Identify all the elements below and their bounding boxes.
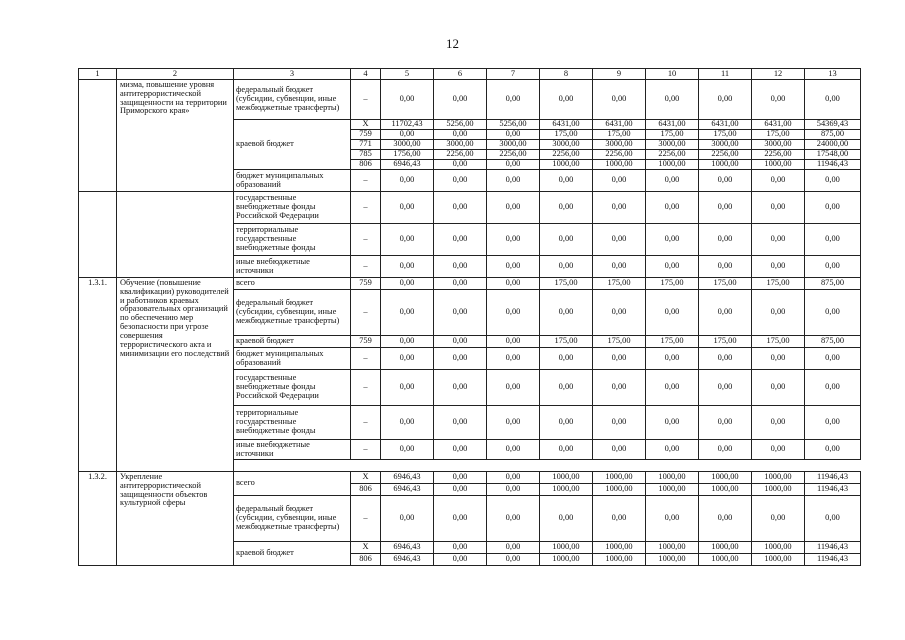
amount-cell: 0,00 <box>805 256 861 278</box>
amount-cell: 2256,00 <box>646 150 699 160</box>
amount-cell: 0,00 <box>805 170 861 192</box>
amount-cell: 1000,00 <box>699 554 752 566</box>
amount-cell: 0,00 <box>381 440 434 460</box>
amount-cell: 0,00 <box>540 192 593 224</box>
amount-cell: 0,00 <box>434 496 487 542</box>
amount-cell: 0,00 <box>487 370 540 406</box>
budget-code: 806 <box>351 160 381 170</box>
table-row <box>79 192 861 224</box>
amount-cell: 2256,00 <box>699 150 752 160</box>
amount-cell: 6946,43 <box>381 542 434 554</box>
budget-code: 771 <box>351 140 381 150</box>
amount-cell: 0,00 <box>434 406 487 440</box>
amount-cell: 0,00 <box>540 256 593 278</box>
amount-cell: 0,00 <box>752 370 805 406</box>
amount-cell: 0,00 <box>805 496 861 542</box>
amount-cell: 0,00 <box>434 278 487 290</box>
amount-cell: 1000,00 <box>699 160 752 170</box>
budget-code: – <box>351 170 381 192</box>
amount-cell: 0,00 <box>699 224 752 256</box>
amount-cell: 2256,00 <box>593 150 646 160</box>
amount-cell: 0,00 <box>699 290 752 336</box>
amount-cell: 1000,00 <box>646 542 699 554</box>
amount-cell: 0,00 <box>540 224 593 256</box>
amount-cell: 0,00 <box>805 290 861 336</box>
amount-cell: 0,00 <box>752 256 805 278</box>
column-number-header: 5 <box>381 69 434 80</box>
amount-cell: 0,00 <box>646 290 699 336</box>
amount-cell: 1000,00 <box>752 554 805 566</box>
amount-cell: 175,00 <box>593 130 646 140</box>
amount-cell: 0,00 <box>434 256 487 278</box>
amount-cell: 11946,43 <box>805 484 861 496</box>
amount-cell: 0,00 <box>699 192 752 224</box>
item-name: мизма, повышение уровня антитеррористической защищенности на территории Приморского края» <box>117 80 234 192</box>
amount-cell: 0,00 <box>487 170 540 192</box>
amount-cell: 0,00 <box>487 192 540 224</box>
amount-cell: 0,00 <box>752 440 805 460</box>
amount-cell: 0,00 <box>699 80 752 120</box>
amount-cell: 0,00 <box>381 278 434 290</box>
amount-cell: 0,00 <box>487 348 540 370</box>
amount-cell: 1000,00 <box>699 472 752 484</box>
amount-cell: 0,00 <box>434 348 487 370</box>
amount-cell: 175,00 <box>752 278 805 290</box>
amount-cell: 1000,00 <box>593 160 646 170</box>
amount-cell: 0,00 <box>805 370 861 406</box>
amount-cell: 0,00 <box>487 496 540 542</box>
amount-cell: 0,00 <box>646 406 699 440</box>
amount-cell: 0,00 <box>434 130 487 140</box>
amount-cell: 0,00 <box>646 192 699 224</box>
amount-cell: 1000,00 <box>752 542 805 554</box>
amount-cell: 0,00 <box>593 224 646 256</box>
table-row <box>79 278 861 290</box>
amount-cell: 0,00 <box>381 290 434 336</box>
amount-cell: 0,00 <box>593 348 646 370</box>
amount-cell: 0,00 <box>487 80 540 120</box>
header-row <box>79 69 861 80</box>
amount-cell: 0,00 <box>805 440 861 460</box>
amount-cell: 3000,00 <box>434 140 487 150</box>
amount-cell: 0,00 <box>699 256 752 278</box>
amount-cell: 0,00 <box>381 224 434 256</box>
amount-cell: 1000,00 <box>540 484 593 496</box>
amount-cell: 0,00 <box>434 170 487 192</box>
amount-cell: 0,00 <box>805 224 861 256</box>
amount-cell: 1000,00 <box>646 472 699 484</box>
amount-cell: 0,00 <box>752 192 805 224</box>
amount-cell: 175,00 <box>540 278 593 290</box>
column-number-header: 9 <box>593 69 646 80</box>
amount-cell: 0,00 <box>381 336 434 348</box>
item-name <box>117 192 234 278</box>
amount-cell: 1000,00 <box>540 542 593 554</box>
column-number-header: 13 <box>805 69 861 80</box>
amount-cell: 0,00 <box>487 554 540 566</box>
amount-cell: 1000,00 <box>593 484 646 496</box>
item-name: Укрепление антитеррористической защищенности объектов культурной сферы <box>117 472 234 566</box>
amount-cell: 175,00 <box>593 336 646 348</box>
amount-cell: 17548,00 <box>805 150 861 160</box>
amount-cell: 6946,43 <box>381 160 434 170</box>
amount-cell: 0,00 <box>487 130 540 140</box>
amount-cell: 0,00 <box>593 192 646 224</box>
column-number-header: 7 <box>487 69 540 80</box>
amount-cell: 0,00 <box>434 290 487 336</box>
amount-cell: 0,00 <box>752 348 805 370</box>
page-number: 12 <box>446 36 459 51</box>
amount-cell: 875,00 <box>805 336 861 348</box>
amount-cell: 0,00 <box>381 80 434 120</box>
budget-code: – <box>351 496 381 542</box>
amount-cell: 1000,00 <box>699 542 752 554</box>
budget-code: – <box>351 406 381 440</box>
amount-cell: 54369,43 <box>805 120 861 130</box>
amount-cell: 0,00 <box>487 290 540 336</box>
amount-cell: 0,00 <box>540 80 593 120</box>
funding-source: федеральный бюджет (субсидии, субвенции, иные межбюджетные трансферты) <box>234 496 351 542</box>
amount-cell: 0,00 <box>593 256 646 278</box>
budget-code: – <box>351 440 381 460</box>
funding-source: краевой бюджет <box>234 542 351 566</box>
table-row <box>79 80 861 120</box>
budget-code: 806 <box>351 554 381 566</box>
amount-cell: 1000,00 <box>752 484 805 496</box>
amount-cell: 0,00 <box>646 224 699 256</box>
amount-cell: 0,00 <box>646 440 699 460</box>
amount-cell: 6431,00 <box>540 120 593 130</box>
amount-cell: 0,00 <box>593 406 646 440</box>
budget-code: – <box>351 370 381 406</box>
budget-code: 759 <box>351 130 381 140</box>
column-number-header: 1 <box>79 69 117 80</box>
amount-cell: 0,00 <box>434 370 487 406</box>
budget-code: Х <box>351 542 381 554</box>
funding-source: всего <box>234 278 351 290</box>
amount-cell: 0,00 <box>487 278 540 290</box>
amount-cell: 2256,00 <box>487 150 540 160</box>
amount-cell: 0,00 <box>434 160 487 170</box>
amount-cell: 0,00 <box>487 336 540 348</box>
amount-cell: 0,00 <box>646 170 699 192</box>
budget-code: – <box>351 80 381 120</box>
amount-cell: 0,00 <box>699 170 752 192</box>
amount-cell: 175,00 <box>593 278 646 290</box>
amount-cell: 0,00 <box>646 348 699 370</box>
budget-code: Х <box>351 120 381 130</box>
amount-cell: 6431,00 <box>752 120 805 130</box>
column-number-header: 12 <box>752 69 805 80</box>
amount-cell: 0,00 <box>540 370 593 406</box>
amount-cell: 3000,00 <box>540 140 593 150</box>
amount-cell: 0,00 <box>805 192 861 224</box>
amount-cell: 0,00 <box>699 440 752 460</box>
amount-cell: 3000,00 <box>646 140 699 150</box>
amount-cell: 0,00 <box>434 542 487 554</box>
column-number-header: 8 <box>540 69 593 80</box>
amount-cell: 0,00 <box>381 256 434 278</box>
amount-cell: 5256,00 <box>434 120 487 130</box>
amount-cell: 0,00 <box>381 192 434 224</box>
amount-cell: 0,00 <box>540 170 593 192</box>
amount-cell: 0,00 <box>540 440 593 460</box>
item-name: Обучение (повышение квалификации) руководителей и работников краевых образовательных организаций по обеспечению мер безопасности при угрозе совершения террористического акта и минимизации его последствий <box>117 278 234 472</box>
amount-cell: 0,00 <box>540 406 593 440</box>
amount-cell: 11702,43 <box>381 120 434 130</box>
amount-cell: 175,00 <box>646 278 699 290</box>
amount-cell: 2256,00 <box>540 150 593 160</box>
amount-cell: 0,00 <box>487 256 540 278</box>
funding-source: всего <box>234 472 351 496</box>
budget-code: – <box>351 224 381 256</box>
amount-cell: 175,00 <box>699 278 752 290</box>
budget-code: Х <box>351 472 381 484</box>
amount-cell: 1000,00 <box>646 160 699 170</box>
amount-cell: 175,00 <box>646 130 699 140</box>
amount-cell: 175,00 <box>646 336 699 348</box>
amount-cell: 2256,00 <box>752 150 805 160</box>
amount-cell: 175,00 <box>699 130 752 140</box>
amount-cell: 0,00 <box>752 496 805 542</box>
amount-cell: 11946,43 <box>805 542 861 554</box>
amount-cell: 0,00 <box>540 496 593 542</box>
budget-code: – <box>351 256 381 278</box>
amount-cell: 3000,00 <box>593 140 646 150</box>
amount-cell: 0,00 <box>805 80 861 120</box>
column-number-header: 10 <box>646 69 699 80</box>
amount-cell: 0,00 <box>434 440 487 460</box>
amount-cell: 1000,00 <box>593 542 646 554</box>
amount-cell: 0,00 <box>487 472 540 484</box>
budget-code: – <box>351 290 381 336</box>
amount-cell: 24000,00 <box>805 140 861 150</box>
item-number <box>79 80 117 192</box>
amount-cell: 0,00 <box>593 440 646 460</box>
amount-cell: 11946,43 <box>805 160 861 170</box>
budget-code: 785 <box>351 150 381 160</box>
column-number-header: 4 <box>351 69 381 80</box>
amount-cell: 875,00 <box>805 130 861 140</box>
amount-cell: 3000,00 <box>381 140 434 150</box>
amount-cell: 0,00 <box>699 406 752 440</box>
amount-cell: 0,00 <box>646 80 699 120</box>
amount-cell: 0,00 <box>487 484 540 496</box>
budget-code: – <box>351 348 381 370</box>
amount-cell: 0,00 <box>434 336 487 348</box>
amount-cell: 0,00 <box>805 406 861 440</box>
amount-cell: 175,00 <box>540 336 593 348</box>
amount-cell: 175,00 <box>540 130 593 140</box>
column-number-header: 3 <box>234 69 351 80</box>
budget-code: – <box>351 192 381 224</box>
funding-source: краевой бюджет <box>234 336 351 348</box>
amount-cell: 0,00 <box>540 290 593 336</box>
amount-cell: 1000,00 <box>540 472 593 484</box>
amount-cell: 1756,00 <box>381 150 434 160</box>
item-number <box>79 192 117 278</box>
amount-cell: 1000,00 <box>752 472 805 484</box>
amount-cell: 0,00 <box>593 80 646 120</box>
amount-cell: 0,00 <box>752 406 805 440</box>
funding-source: территориальные государственные внебюджетные фонды <box>234 224 351 256</box>
amount-cell: 0,00 <box>593 170 646 192</box>
amount-cell: 0,00 <box>646 496 699 542</box>
amount-cell: 0,00 <box>487 542 540 554</box>
amount-cell: 0,00 <box>381 496 434 542</box>
amount-cell: 0,00 <box>699 370 752 406</box>
funding-source: иные внебюджетные источники <box>234 440 351 460</box>
funding-source: территориальные государственные внебюджетные фонды <box>234 406 351 440</box>
amount-cell: 0,00 <box>381 170 434 192</box>
amount-cell: 175,00 <box>752 336 805 348</box>
amount-cell: 0,00 <box>381 348 434 370</box>
amount-cell: 0,00 <box>381 130 434 140</box>
amount-cell: 1000,00 <box>646 554 699 566</box>
item-number: 1.3.2. <box>79 472 117 566</box>
column-number-header: 11 <box>699 69 752 80</box>
funding-source: бюджет муниципальных образований <box>234 170 351 192</box>
amount-cell: 0,00 <box>434 472 487 484</box>
amount-cell: 3000,00 <box>752 140 805 150</box>
amount-cell: 0,00 <box>752 290 805 336</box>
amount-cell: 1000,00 <box>540 554 593 566</box>
amount-cell: 0,00 <box>434 554 487 566</box>
amount-cell: 175,00 <box>752 130 805 140</box>
amount-cell: 3000,00 <box>699 140 752 150</box>
funding-source: государственные внебюджетные фонды Российской Федерации <box>234 370 351 406</box>
funding-source: краевой бюджет <box>234 120 351 170</box>
amount-cell: 0,00 <box>487 406 540 440</box>
amount-cell: 1000,00 <box>540 160 593 170</box>
amount-cell: 6946,43 <box>381 554 434 566</box>
amount-cell: 0,00 <box>646 256 699 278</box>
amount-cell: 175,00 <box>699 336 752 348</box>
table-row <box>79 472 861 484</box>
amount-cell: 0,00 <box>593 370 646 406</box>
amount-cell: 0,00 <box>646 370 699 406</box>
amount-cell: 0,00 <box>434 192 487 224</box>
amount-cell: 0,00 <box>593 290 646 336</box>
column-number-header: 6 <box>434 69 487 80</box>
amount-cell: 0,00 <box>540 348 593 370</box>
amount-cell: 6431,00 <box>699 120 752 130</box>
amount-cell: 0,00 <box>487 224 540 256</box>
amount-cell: 0,00 <box>752 80 805 120</box>
amount-cell: 0,00 <box>805 348 861 370</box>
amount-cell: 1000,00 <box>593 554 646 566</box>
budget-code: 759 <box>351 278 381 290</box>
amount-cell: 1000,00 <box>593 472 646 484</box>
amount-cell: 0,00 <box>699 496 752 542</box>
amount-cell: 0,00 <box>593 496 646 542</box>
column-number-header: 2 <box>117 69 234 80</box>
amount-cell: 0,00 <box>752 224 805 256</box>
amount-cell: 0,00 <box>381 406 434 440</box>
amount-cell: 0,00 <box>487 440 540 460</box>
funding-source: государственные внебюджетные фонды Российской Федерации <box>234 192 351 224</box>
funding-source: иные внебюджетные источники <box>234 256 351 278</box>
amount-cell: 6946,43 <box>381 472 434 484</box>
amount-cell: 0,00 <box>752 170 805 192</box>
amount-cell: 1000,00 <box>646 484 699 496</box>
amount-cell: 6946,43 <box>381 484 434 496</box>
amount-cell: 3000,00 <box>487 140 540 150</box>
amount-cell: 6431,00 <box>646 120 699 130</box>
budget-table <box>78 68 861 566</box>
amount-cell: 0,00 <box>434 484 487 496</box>
item-number: 1.3.1. <box>79 278 117 472</box>
amount-cell: 0,00 <box>434 80 487 120</box>
amount-cell: 11946,43 <box>805 554 861 566</box>
amount-cell: 6431,00 <box>593 120 646 130</box>
amount-cell: 1000,00 <box>699 484 752 496</box>
amount-cell: 0,00 <box>487 160 540 170</box>
budget-code: 806 <box>351 484 381 496</box>
amount-cell: 11946,43 <box>805 472 861 484</box>
funding-source: бюджет муниципальных образований <box>234 348 351 370</box>
funding-source: федеральный бюджет (субсидии, субвенции, иные межбюджетные трансферты) <box>234 290 351 336</box>
funding-source: федеральный бюджет (субсидии, субвенции, иные межбюджетные трансферты) <box>234 80 351 120</box>
amount-cell: 875,00 <box>805 278 861 290</box>
amount-cell: 2256,00 <box>434 150 487 160</box>
amount-cell: 0,00 <box>434 224 487 256</box>
amount-cell: 0,00 <box>381 370 434 406</box>
amount-cell: 5256,00 <box>487 120 540 130</box>
amount-cell: 1000,00 <box>752 160 805 170</box>
budget-code: 759 <box>351 336 381 348</box>
amount-cell: 0,00 <box>699 348 752 370</box>
